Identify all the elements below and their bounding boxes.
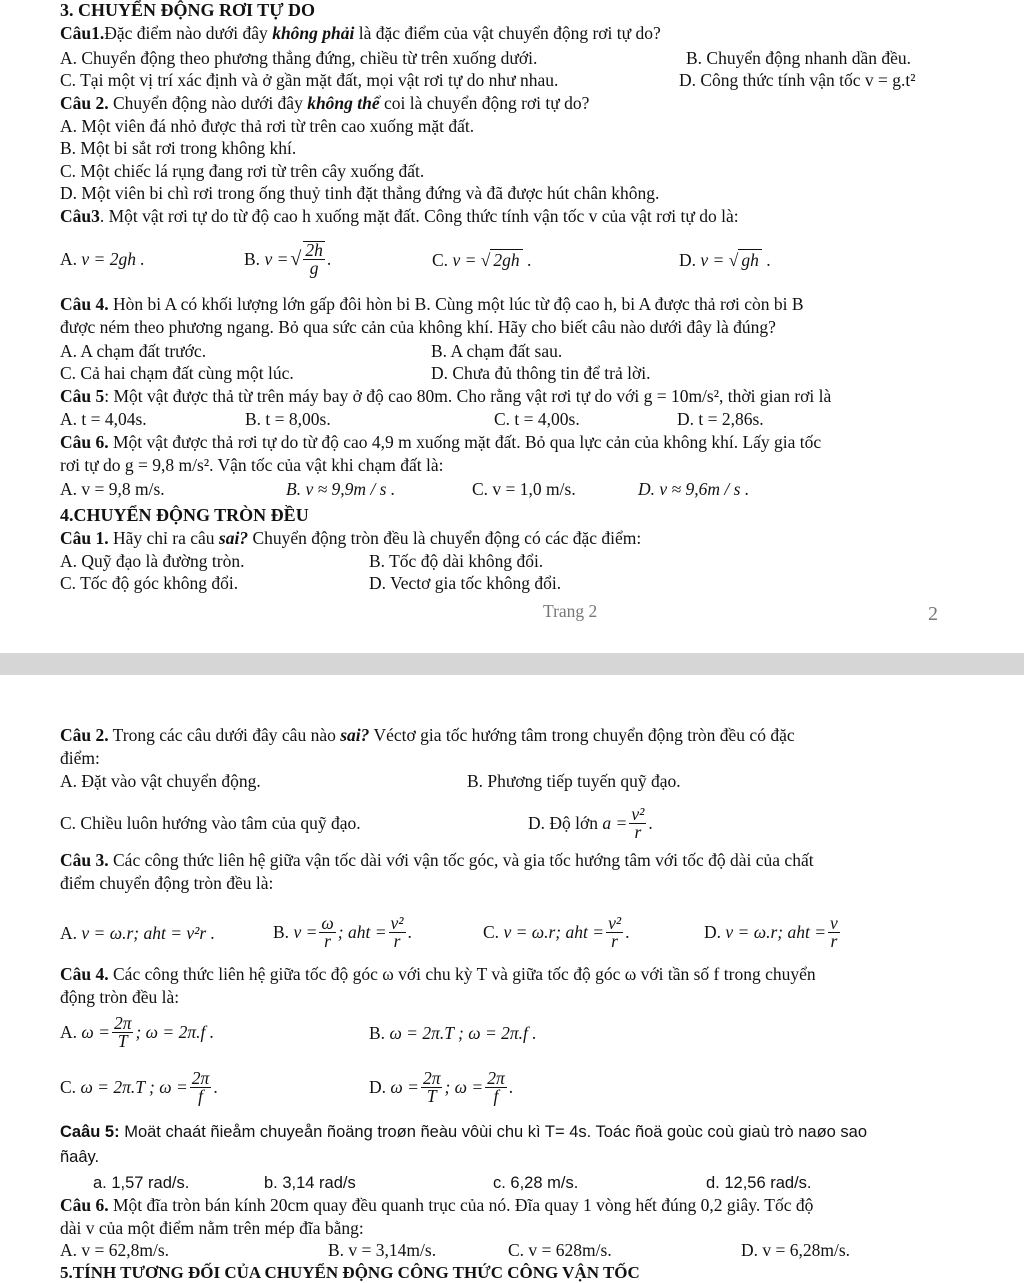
question-label: Câu 1. bbox=[60, 528, 109, 548]
option-c: C. ω = 2π.T ; ω = $\frac{2\pi}{f}$ . bbox=[60, 1067, 218, 1106]
option-b: B. Chuyển động nhanh dần đều. bbox=[686, 48, 912, 68]
question-text: Trong các câu dưới đây câu nào bbox=[108, 725, 341, 745]
denominator: T bbox=[426, 1085, 437, 1106]
question-text-line2: rơi tự do g = 9,8 m/s². Vận tốc của vật khi chạm đất là: bbox=[60, 455, 444, 475]
question-text: Đặc điểm nào dưới đây bbox=[104, 23, 273, 43]
radicand: gh bbox=[738, 249, 762, 270]
radicand: 2gh bbox=[490, 249, 522, 270]
fraction bbox=[421, 1067, 443, 1106]
option-a: A. Đặt vào vật chuyển động. bbox=[60, 771, 261, 791]
option-d: D. Một viên bi chì rơi trong ống thuỷ tinh đặt thẳng đứng và đã được hút chân không. bbox=[60, 183, 660, 203]
formula: v = 2gh . bbox=[81, 249, 145, 269]
option-label: B. bbox=[273, 922, 290, 942]
denominator: r bbox=[393, 930, 401, 951]
question-text: Véctơ gia tốc hướng tâm trong chuyển động tròn đều có đặc bbox=[369, 725, 795, 745]
question-2 bbox=[60, 93, 589, 113]
option-b: B. v = 3,14m/s. bbox=[328, 1240, 437, 1260]
document-page-2 bbox=[0, 675, 1024, 1280]
option-b: B. v = $\frac{\omega}{r}$ ; aht = $\frac{\text{v²}}{r}$ . bbox=[273, 912, 412, 951]
question-text: : Một vật được thả từ trên máy bay ở độ cao 80m. Cho rằng vật rơi tự do với g = 10m/s², thời gian rơi là bbox=[104, 386, 832, 406]
numerator: 2π bbox=[422, 1067, 441, 1088]
formula-lhs: v = bbox=[452, 250, 477, 270]
question-text: Một đĩa tròn bán kính 20cm quay đều quanh trục của nó. Đĩa quay 1 vòng hết đúng 0,2 giây. Tốc độ bbox=[108, 1195, 814, 1215]
denominator: T bbox=[117, 1030, 128, 1051]
option-b: B. A chạm đất sau. bbox=[431, 341, 563, 361]
denominator: f bbox=[493, 1085, 499, 1106]
option-d: D. Chưa đủ thông tin để trả lời. bbox=[431, 363, 651, 383]
question-label: Câu 4. bbox=[60, 964, 109, 984]
option-label: D. bbox=[679, 250, 697, 270]
question-text: Chuyển động tròn đều là chuyển động có các đặc điểm: bbox=[248, 528, 642, 548]
question-2 bbox=[60, 725, 795, 745]
option-d: D. ω = $\frac{2\pi}{T}$ ; ω = $\frac{2\pi}{f}$ . bbox=[369, 1067, 514, 1106]
option-a bbox=[60, 249, 145, 269]
page-separator bbox=[0, 653, 1024, 675]
question-text: Chuyển động nào dưới đây bbox=[108, 93, 308, 113]
formula-lhs: v = ω.r; aht = bbox=[725, 922, 827, 942]
denominator: g bbox=[309, 258, 319, 278]
option-a: A. v = 9,8 m/s. bbox=[60, 479, 165, 499]
numerator: 2π bbox=[113, 1012, 132, 1033]
page-footer-label: Trang 2 bbox=[543, 601, 598, 621]
question-text: Các công thức liên hệ giữa tốc độ góc ω với chu kỳ T và giữa tốc độ góc ω với tần số f trong chuyển bbox=[108, 964, 816, 984]
question-text-line2: ñaây. bbox=[60, 1148, 100, 1166]
formula-lhs: ω = 2π.T ; ω = bbox=[80, 1077, 188, 1097]
option-label: A. bbox=[60, 1022, 78, 1042]
option-label: C. bbox=[432, 250, 449, 270]
question-text: Hòn bi A có khối lượng lớn gấp đôi hòn bi B. Cùng một lúc từ độ cao h, bi A được thả rơi còn bi B bbox=[108, 294, 804, 314]
numerator: 2π bbox=[191, 1067, 210, 1088]
question-label: Câu 4. bbox=[60, 294, 109, 314]
option-b: b. 3,14 rad/s bbox=[264, 1174, 356, 1192]
option-c: C. Tại một vị trí xác định và ở gần mặt đất, mọi vật rơi tự do như nhau. bbox=[60, 70, 559, 90]
option-b: B. Một bi sắt rơi trong không khí. bbox=[60, 138, 297, 158]
denominator: r bbox=[611, 930, 618, 951]
formula-mid: ; ω = bbox=[444, 1077, 484, 1097]
option-a bbox=[60, 1008, 214, 1056]
question-text: là đặc điểm của vật chuyển động rơi tự do? bbox=[354, 23, 661, 43]
question-s4-1 bbox=[60, 528, 641, 548]
question-3 bbox=[60, 206, 739, 226]
option-c: c. 6,28 m/s. bbox=[493, 1174, 579, 1192]
question-6 bbox=[60, 1195, 813, 1215]
formula-rest: ; ω = 2π.f . bbox=[135, 1022, 215, 1042]
formula-lhs: a = bbox=[602, 813, 628, 833]
option-d: D. Độ lớn a = $\frac{\text{v²}}{r}$ . bbox=[528, 803, 653, 842]
question-label: Câu1. bbox=[60, 23, 105, 43]
denominator: r bbox=[830, 930, 838, 951]
question-label: Câu 6. bbox=[60, 432, 109, 452]
option-label: A. bbox=[60, 249, 78, 269]
option-d: D. v = √ gh . bbox=[679, 250, 771, 270]
option-label: D. bbox=[704, 922, 722, 942]
fraction bbox=[112, 1012, 134, 1051]
option-c: C. v = 628m/s. bbox=[508, 1240, 612, 1260]
numerator: v bbox=[830, 912, 838, 933]
numerator: v² bbox=[608, 912, 622, 933]
question-text: coi là chuyển động rơi tự do? bbox=[379, 93, 590, 113]
question-label: Câu 3. bbox=[60, 850, 109, 870]
option-b: B. v = √ $\frac{2h}{g}$ . bbox=[244, 240, 332, 278]
numerator: 2π bbox=[487, 1067, 505, 1088]
question-1 bbox=[60, 23, 661, 43]
option-b: B. Tốc độ dài không đổi. bbox=[369, 551, 544, 571]
page-number: 2 bbox=[928, 603, 938, 625]
question-emphasis: không phải bbox=[272, 23, 355, 43]
question-label: Câu3 bbox=[60, 206, 100, 226]
question-text-line2: dài v của một điểm nằm trên mép đĩa bằng: bbox=[60, 1218, 364, 1238]
denominator: f bbox=[198, 1085, 203, 1106]
denominator: r bbox=[634, 821, 642, 842]
option-d: D. v ≈ 9,6m / s . bbox=[638, 479, 750, 499]
formula-lhs: v = ω.r; aht = bbox=[503, 922, 605, 942]
formula: v = ω.r; aht = v²r . bbox=[81, 923, 215, 943]
question-label: Câu 2. bbox=[60, 725, 109, 745]
option-a: A. Quỹ đạo là đường tròn. bbox=[60, 551, 245, 571]
question-5 bbox=[60, 1122, 867, 1142]
option-c: C. Chiều luôn hướng vào tâm của quỹ đạo. bbox=[60, 813, 361, 833]
formula-mid: ; aht = bbox=[337, 922, 387, 942]
question-label: Caâu 5: bbox=[60, 1123, 120, 1141]
option-label: C. bbox=[483, 922, 500, 942]
question-emphasis: không thể bbox=[307, 93, 380, 113]
question-text-line2: điểm: bbox=[60, 748, 100, 768]
fraction bbox=[319, 912, 335, 951]
formula-lhs: ω = bbox=[81, 1022, 110, 1042]
formula-lhs: v = bbox=[293, 922, 318, 942]
option-d: d. 12,56 rad/s. bbox=[706, 1174, 812, 1192]
question-3 bbox=[60, 850, 814, 870]
numerator: v² bbox=[390, 912, 404, 933]
question-text: . Một vật rơi tự do từ độ cao h xuống mặt đất. Công thức tính vận tốc v của vật rơi tự do là: bbox=[99, 206, 739, 226]
option-label: C. bbox=[60, 1077, 77, 1097]
option-c: C. v = √ 2gh . bbox=[432, 250, 532, 270]
question-5 bbox=[60, 386, 831, 406]
option-a bbox=[60, 923, 215, 943]
question-4 bbox=[60, 294, 804, 314]
numerator: v² bbox=[631, 803, 645, 824]
option-b: B. t = 8,00s. bbox=[245, 409, 331, 429]
option-label: D. bbox=[369, 1077, 387, 1097]
option-c: C. v = 1,0 m/s. bbox=[472, 479, 576, 499]
question-text-line2: điểm chuyển động tròn đều là: bbox=[60, 873, 274, 893]
option-c: C. Tốc độ góc không đổi. bbox=[60, 573, 239, 593]
option-label: A. bbox=[60, 923, 78, 943]
section-4-title: 4.CHUYỂN ĐỘNG TRÒN ĐỀU bbox=[60, 505, 309, 525]
fraction bbox=[828, 912, 840, 951]
option-a: A. t = 4,04s. bbox=[60, 409, 147, 429]
option-label: B. bbox=[369, 1023, 386, 1043]
question-label: Câu 5 bbox=[60, 386, 105, 406]
formula: ω = 2π.T ; ω = 2π.f . bbox=[389, 1023, 537, 1043]
question-text: Moät chaát ñieåm chuyeån ñoäng troøn ñeàu vôùi chu kì T= 4s. Toác ñoä goùc coù giaù trò naøo sao bbox=[119, 1123, 868, 1141]
fraction bbox=[606, 912, 623, 951]
question-text: Các công thức liên hệ giữa vận tốc dài với vận tốc góc, và gia tốc hướng tâm với tốc độ dài của chất bbox=[108, 850, 814, 870]
option-a: A. v = 62,8m/s. bbox=[60, 1240, 170, 1260]
section-5-title: 5.TÍNH TƯƠNG ĐỐI CỦA CHUYỂN ĐỘNG CÔNG THỨC CÔNG VẬN TỐC bbox=[60, 1263, 640, 1282]
option-d: D. t = 2,86s. bbox=[677, 409, 764, 429]
fraction bbox=[485, 1067, 507, 1106]
fraction bbox=[190, 1067, 212, 1106]
question-6 bbox=[60, 432, 821, 452]
option-d: D. Công thức tính vận tốc v = g.t² bbox=[679, 70, 916, 90]
option-b bbox=[369, 1023, 537, 1043]
option-label: B. bbox=[244, 249, 261, 269]
question-text-line2: được ném theo phương ngang. Bỏ qua sức cản của không khí. Hãy cho biết câu nào dưới đây là đúng? bbox=[60, 317, 776, 337]
option-b: B. v ≈ 9,9m / s . bbox=[286, 479, 396, 499]
formula-lhs: v = bbox=[700, 250, 725, 270]
denominator: r bbox=[324, 930, 331, 951]
option-c: C. Cả hai chạm đất cùng một lúc. bbox=[60, 363, 294, 383]
question-emphasis: sai? bbox=[218, 528, 249, 548]
fraction bbox=[629, 803, 646, 842]
section-3-title: 3. CHUYỂN ĐỘNG RƠI TỰ DO bbox=[60, 0, 316, 20]
option-d: D. v = 6,28m/s. bbox=[741, 1240, 851, 1260]
option-c: C. t = 4,00s. bbox=[494, 409, 580, 429]
question-text: Một vật được thả rơi tự do từ độ cao 4,9 m xuống mặt đất. Bỏ qua lực cản của không khí. Lấy gia tốc bbox=[108, 432, 822, 452]
option-label: D. Độ lớn bbox=[528, 813, 599, 833]
fraction bbox=[303, 241, 325, 277]
option-a: A. Chuyển động theo phương thẳng đứng, chiều từ trên xuống dưới. bbox=[60, 48, 538, 68]
option-d bbox=[704, 908, 842, 956]
option-b: B. Phương tiếp tuyến quỹ đạo. bbox=[467, 771, 681, 791]
option-c: C. Một chiếc lá rụng đang rơi từ trên cây xuống đất. bbox=[60, 161, 425, 181]
question-emphasis: sai? bbox=[340, 725, 370, 745]
question-label: Câu 6. bbox=[60, 1195, 109, 1215]
numerator: 2h bbox=[305, 240, 323, 260]
option-a: A. A chạm đất trước. bbox=[60, 341, 207, 361]
question-text: Hãy chỉ ra câu bbox=[108, 528, 219, 548]
question-4 bbox=[60, 964, 816, 984]
option-d: D. Vectơ gia tốc không đổi. bbox=[369, 573, 562, 593]
formula-lhs: ω = bbox=[390, 1077, 419, 1097]
fraction bbox=[389, 912, 406, 951]
option-a: a. 1,57 rad/s. bbox=[93, 1174, 190, 1192]
question-label: Câu 2. bbox=[60, 93, 109, 113]
formula-lhs: v = bbox=[264, 249, 289, 269]
option-c: C. v = ω.r; aht = $\frac{\text{v²}}{r}$ . bbox=[483, 912, 630, 951]
option-a: A. Một viên đá nhỏ được thả rơi từ trên cao xuống mặt đất. bbox=[60, 116, 475, 136]
question-text-line2: động tròn đều là: bbox=[60, 987, 180, 1007]
numerator: ω bbox=[321, 912, 334, 933]
